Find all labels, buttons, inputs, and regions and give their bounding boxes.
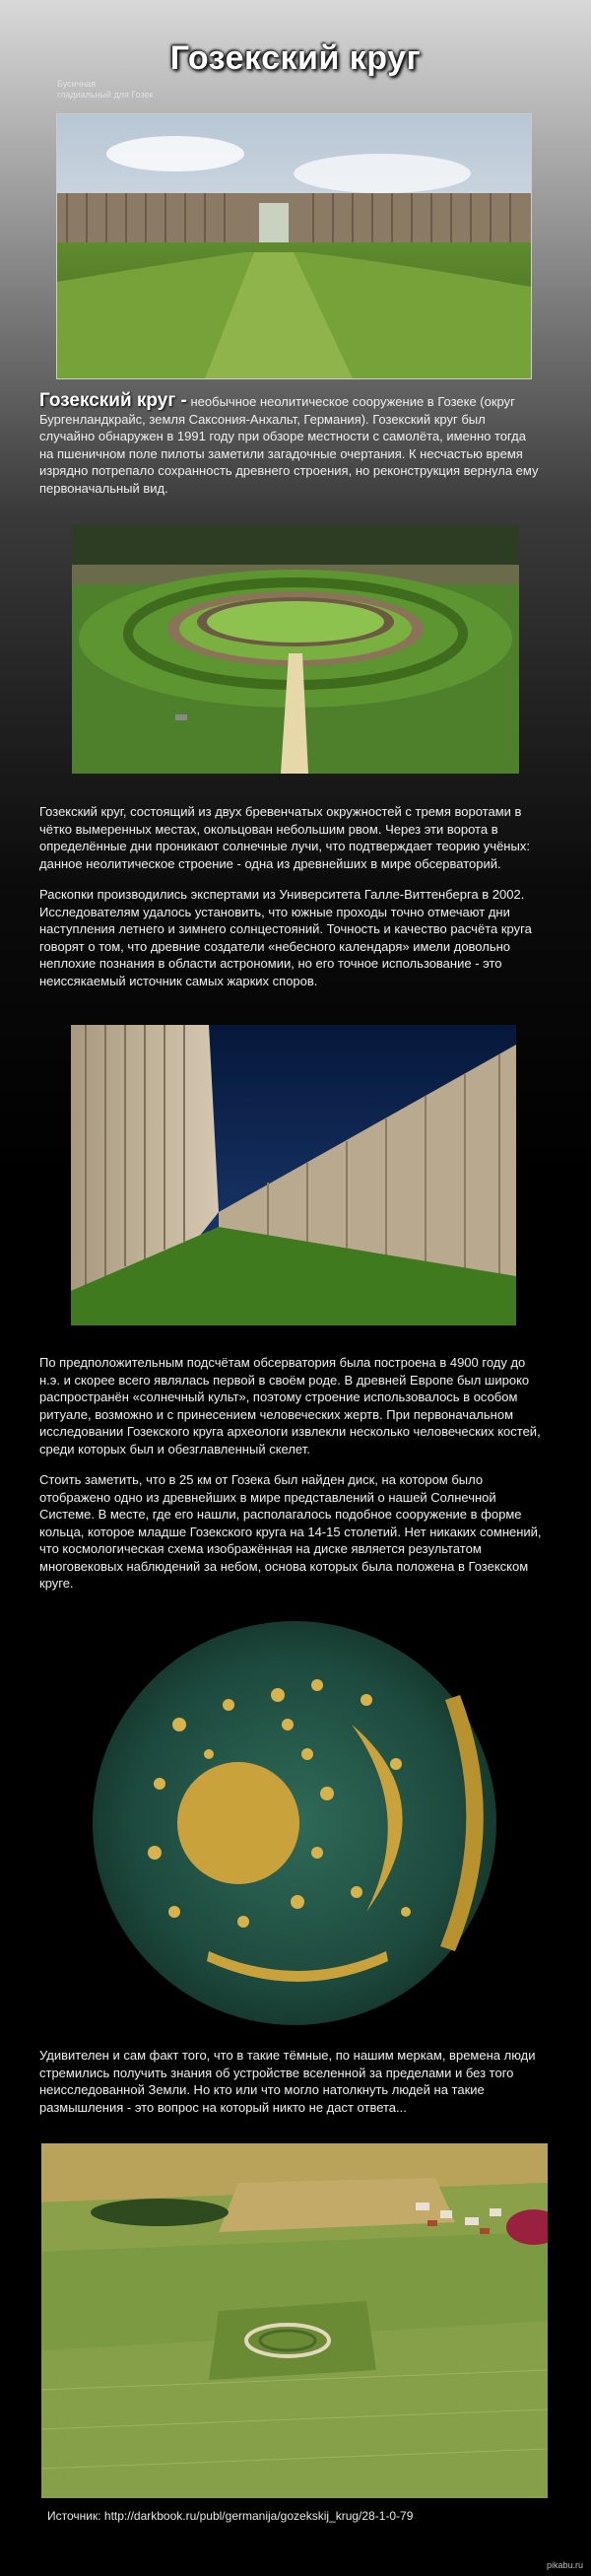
watermark-line-2: гладиальный для Гозек [57, 90, 154, 100]
photo-nebra-disk [71, 1616, 518, 2030]
intro-term: Гозекский круг - [39, 390, 187, 411]
text-block-3 [39, 1354, 542, 1606]
site-logo: pikabu.ru [546, 2560, 583, 2570]
photo-palisade-gate [56, 113, 532, 379]
text-block-4 [39, 2047, 542, 2130]
paragraph-dating: По предположительным подсчётам обсерватория была построена в 4900 году до н.э. и скорее всего являлась первой в своём роде. В древней Европе был широко распространён «солнечный культ», поэтому строение использовалось в особом ритуале, возможно и с принесением человеческих жертв. При первоначальном исследовании Гозекского круга археологи извлекли несколько человеческих костей, среди которых был и обезглавленный скелет. [39, 1355, 541, 1457]
photo-aerial-landscape [41, 2143, 548, 2498]
watermark [57, 79, 154, 101]
intro-paragraph [39, 392, 542, 497]
paragraph-structure: Гозекский круг, состоящий из двух бревенчатых окружностей с тремя воротами в чётко вымеренных местах, окольцован небольшим рвом. Через эти ворота в определённые дни проникают солнечные лучи, что подтверждает теорию учёных: данное неолитическое строение - одна из древнейших в мире обсерваторий. [39, 804, 530, 871]
page-title: Гозекский круг [169, 39, 422, 77]
photo-palisade-night [71, 1025, 516, 1325]
intro-text: необычное неолитическое сооружение в Гозеке (округ Бургенландкрайс, земля Саксония-Анхальт, Германия). Гозекский круг был случайно обнаружен в 1991 году при обзоре местности с самолёта, именно тогда на пшеничном поле пилоты заметили загадочные очертания. К несчастью время изрядно потрепало сохранность древнего строения, но реконструкция вернула ему первоначальный вид. [39, 394, 539, 496]
photo-aerial-circle [72, 525, 519, 774]
paragraph-conclusion: Удивителен и сам факт того, что в такие тёмные, по нашим меркам, времена люди стремились получить знания об устройстве вселенной за пределами и без того неисследованной Земли. Но кто или что могло натолкнуть людей на такие размышления - это вопрос на который никто не даст ответа... [39, 2048, 536, 2115]
watermark-line-1: Бусичная [57, 79, 97, 89]
paragraph-excavations: Раскопки производились экспертами из Университета Галле-Виттенберга в 2002. Исследователям удалось установить, что южные проходы точно отмечают дни наступления летнего и зимнего солнцестояний. Точность и качество расчёта круга говорят о том, что древние создатели «небесного календаря» имели довольно неплохие познания в области астрономии, но его точное использование - это неиссякаемый источник самых жарких споров. [39, 887, 532, 988]
text-block-2 [39, 803, 542, 1003]
paragraph-disk: Стоить заметить, что в 25 км от Гозека был найден диск, на котором было отображено одно из древнейших в мире представлений о нашей Солнечной Системе. В месте, где его нашли, располагалось подобное сооружение в форме кольца, которое младше Гозекского круга на 14-15 столетий. Нет никаких сомнений, что космологическая схема изображённая на диске является результатом многовековых наблюдений за небом, основа которых была положена в Гозекском круге. [39, 1472, 542, 1591]
source-link[interactable]: Источник: http://darkbook.ru/publ/germanija/gozekskij_krug/28-1-0-79 [47, 2509, 414, 2523]
